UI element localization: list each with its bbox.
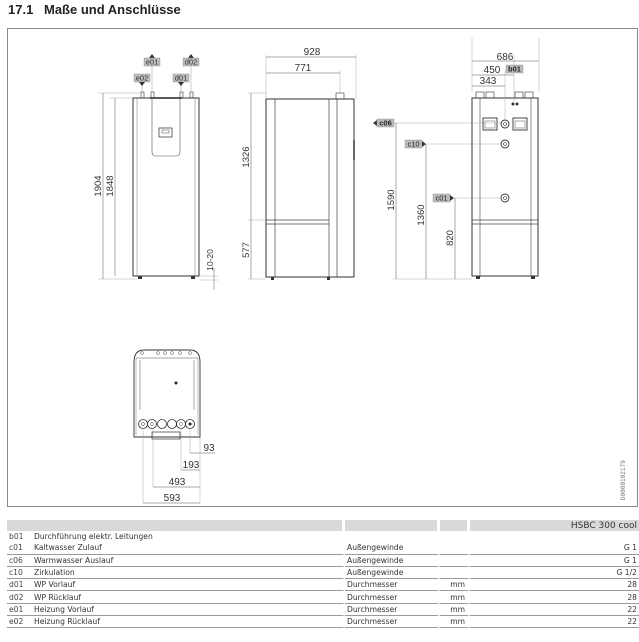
table-header	[7, 520, 639, 531]
table-row	[7, 531, 639, 542]
row-label: Durchführung elektr. Leitungen	[34, 532, 153, 542]
dim-1590: 1590	[386, 189, 397, 211]
front-view	[93, 54, 218, 290]
table-row: e01 Heizung Vorlauf Durchmesser mm 22	[7, 604, 639, 616]
connections-table	[7, 520, 639, 628]
label-c01: c01	[435, 193, 448, 203]
dim-593: 593	[163, 493, 181, 504]
dim-1848: 1848	[105, 175, 116, 197]
dim-10-20: 10-20	[205, 249, 215, 271]
dim-686: 686	[496, 52, 514, 63]
table-row: c01 Kaltwasser Zulauf Außengewinde G 1	[7, 542, 639, 554]
dim-771: 771	[294, 63, 312, 74]
dim-450: 450	[483, 65, 501, 76]
section-title: Maße und Anschlüsse	[44, 2, 181, 17]
table-row: e02 Heizung Rücklauf Durchmesser mm 22	[7, 616, 639, 628]
section-number: 17.1	[8, 2, 34, 17]
side-view	[241, 47, 356, 280]
dim-493: 493	[168, 477, 186, 488]
dim-93: 93	[203, 443, 215, 454]
dim-1326: 1326	[241, 146, 252, 168]
bottom-view	[134, 350, 215, 504]
dim-193: 193	[182, 460, 200, 471]
row-code: b01	[9, 532, 24, 542]
model-header: HSBC 300 cool	[470, 520, 639, 531]
label-d01: d01	[174, 73, 188, 83]
label-c06: c06	[379, 118, 392, 128]
document-id: D0000102179	[620, 460, 627, 500]
dim-820: 820	[445, 230, 456, 246]
rear-view	[373, 38, 539, 279]
dim-1360: 1360	[416, 204, 427, 226]
label-e01: e01	[145, 57, 159, 67]
table-row: c06 Warmwasser Auslauf Außengewinde G 1	[7, 555, 639, 567]
label-b01: b01	[508, 64, 521, 74]
dim-577: 577	[241, 242, 252, 258]
label-c10: c10	[407, 139, 420, 149]
dim-1904: 1904	[93, 175, 104, 197]
dim-928: 928	[303, 47, 321, 58]
table-row: d01 WP Vorlauf Durchmesser mm 28	[7, 579, 639, 591]
table-row: d02 WP Rücklauf Durchmesser mm 28	[7, 591, 639, 603]
label-d02: d02	[184, 57, 198, 67]
dim-343: 343	[479, 76, 497, 87]
table-row: c10 Zirkulation Außengewinde G 1/2	[7, 567, 639, 579]
label-e02: e02	[135, 73, 149, 83]
